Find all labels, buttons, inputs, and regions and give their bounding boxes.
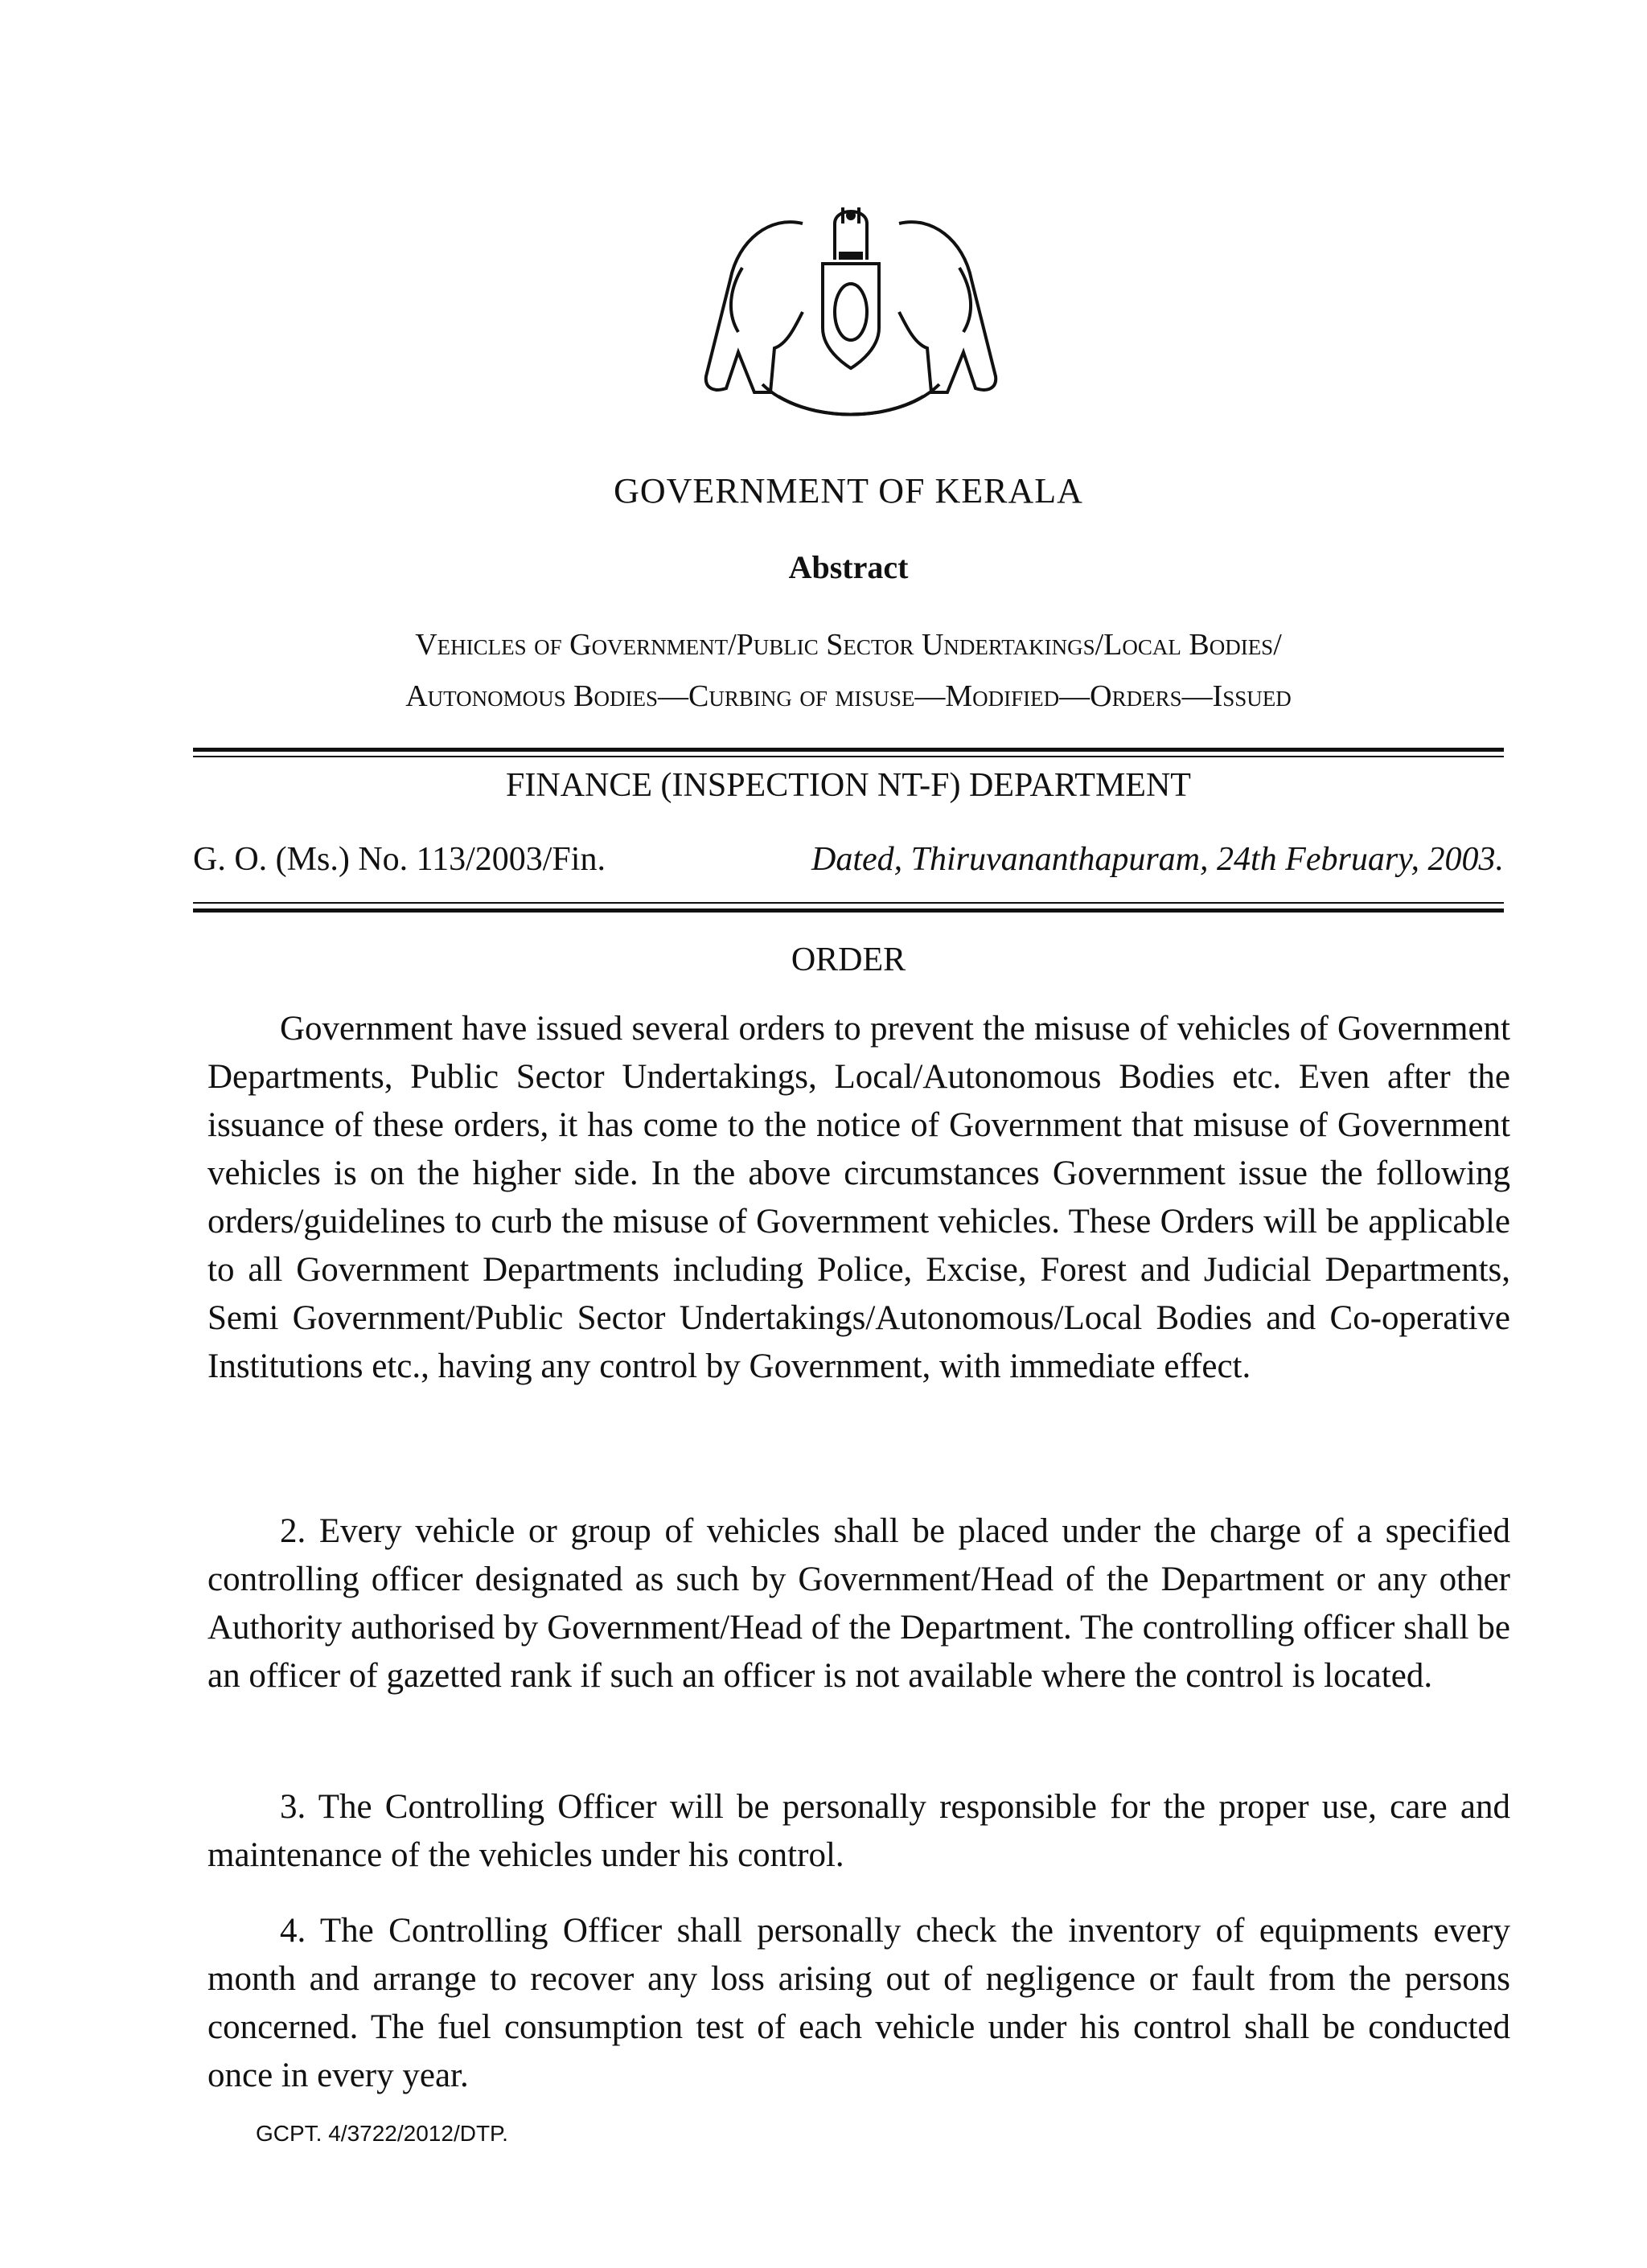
abstract-label: Abstract [788, 549, 909, 585]
order-heading: ORDER [791, 941, 906, 978]
subject-line-2: Autonomous Bodies—Curbing of misuse—Modified—Orders—Issued [405, 679, 1292, 713]
reference-rule-thick [193, 908, 1504, 913]
header-rule-thick [193, 748, 1504, 752]
subject-heading [193, 619, 1504, 722]
order-paragraph-2: 2. Every vehicle or group of vehicles shall be placed under the charge of a specified controlling officer designated as such by Government/Head of the Department or any other Authority authorised by Government/Head of the Department. The controlling officer shall be an officer of gazetted rank if such an officer is not available where the control is located. [207, 1512, 1510, 1695]
header-rule-thin [193, 756, 1504, 757]
subject-line-1: Vehicles of Government/Public Sector Undertakings/Local Bodies/ [415, 628, 1282, 662]
go-number: G. O. (Ms.) No. 113/2003/Fin. [193, 841, 606, 878]
department-name: FINANCE (INSPECTION NT-F) DEPARTMENT [506, 767, 1191, 804]
go-date: Dated, Thiruvananthapuram, 24th February, 2003. [811, 841, 1504, 878]
order-paragraph-1: Government have issued several orders to prevent the misuse of vehicles of Government Departments, Public Sector Undertakings, Local/Autonomous Bodies etc. Even after the issuance of these orders, it has come to the notice of Government that misuse of Government vehicles is on the higher side. In the above circumstances Government issue the following orders/guidelines to curb the misuse of Government vehicles. These Orders will be applicable to all Government Departments including Police, Excise, Forest and Judicial Departments, Semi Government/Public Sector Undertakings/Autonomous/Local Bodies and Co-operative Institutions etc., having any control by Government, with immediate effect. [207, 1010, 1510, 1385]
order-paragraph-4: 4. The Controlling Officer shall personally check the inventory of equipments every month and arrange to recover any loss arising out of negligence or fault from the persons concerned. The fuel consumption test of each vehicle under his control shall be conducted once in every year. [207, 1912, 1510, 2094]
go-reference-row [193, 840, 1504, 888]
reference-rule-thin [193, 902, 1504, 904]
printer-code: GCPT. 4/3722/2012/DTP. [256, 2121, 508, 2146]
government-title: GOVERNMENT OF KERALA [614, 471, 1083, 511]
kerala-state-emblem-icon [682, 191, 1020, 433]
order-paragraph-3: 3. The Controlling Officer will be personally responsible for the proper use, care and maintenance of the vehicles under his control. [207, 1788, 1510, 1874]
